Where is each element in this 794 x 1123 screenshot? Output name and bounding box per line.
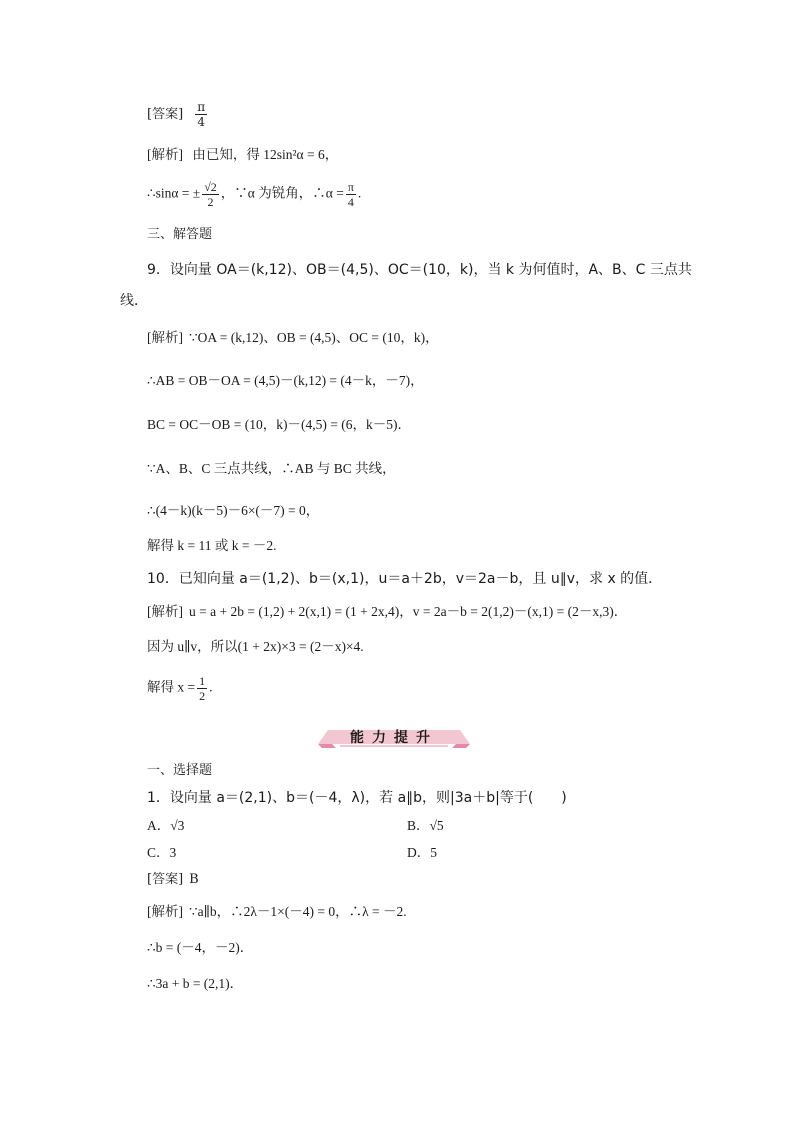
- answer-8: [147, 100, 209, 129]
- option-d: D．5: [407, 845, 437, 860]
- answer-1: [答案] B: [147, 872, 199, 887]
- solution-9-line-5: ∴(4－k)(k－5)－6×(－7) = 0，: [147, 503, 320, 518]
- solution-tag: [解析]: [147, 330, 183, 345]
- question-1-options-row-1: [147, 817, 184, 835]
- solution-tag: [解析]: [147, 604, 183, 619]
- solution-1-line-3: ∴3a + b = (2,1)．: [147, 976, 244, 991]
- option-a: A．√3: [147, 818, 185, 833]
- question-9-line-1: 9．设向量 OA＝(k,12)、OB＝(4,5)、OC＝(10，k)，当 k 为何值时，A、B、C 三点共: [147, 262, 692, 278]
- solution-tag: [解析]: [147, 904, 183, 919]
- solution-9-line-1: [解析] ∵OA = (k,12)、OB = (4,5)、OC = (10，k)，: [147, 330, 439, 345]
- solution-1-line-1: [解析] ∵a∥b，∴2λ－1×(－4) = 0，∴λ = －2.: [147, 904, 407, 919]
- solution-tag: [解析]: [147, 147, 183, 162]
- question-10: 10．已知向量 a＝(1,2)、b＝(x,1)，u＝a＋2b，v＝2a－b，且 u∥v，求 x 的值．: [147, 571, 663, 587]
- answer-tag: [答案]: [147, 872, 184, 887]
- solution-10-line-1: [解析] u = a + 2b = (1,2) + 2(x,1) = (1 + 2x,4)，v = 2a－b = 2(1,2)－(x,1) = (2－x,3)．: [147, 604, 628, 619]
- question-1-stem: 1．设向量 a＝(2,1)、b＝(－4，λ)，若 a∥b，则|3a＋b|等于( ): [147, 790, 567, 806]
- section-heading-3: 三、解答题: [147, 227, 213, 242]
- solution-9-line-6: 解得 k = 11 或 k = －2.: [147, 538, 277, 553]
- solution-10-line-3: 解得 x = $\frac{1}{2}$ .: [147, 674, 213, 703]
- solution-1-line-2: ∴b = (－4，－2)．: [147, 940, 254, 955]
- solution-9-line-4: ∵A、B、C 三点共线，∴AB 与 BC 共线，: [147, 461, 396, 476]
- section-heading-1: 一、选择题: [147, 763, 213, 778]
- question-9-line-2: 线．: [120, 293, 148, 309]
- solution-9-line-2: ∴AB = OB－OA = (4,5)－(k,12) = (4－k，－7)，: [147, 373, 424, 388]
- section-banner: [318, 726, 470, 748]
- solution-10-line-2: 因为 u∥v，所以(1 + 2x)×3 = (2－x)×4.: [147, 639, 364, 654]
- solution-8-line-2: ∴sinα = ± $\frac{√2}{2}$ ，∵α 为锐角，∴α = $\frac{\pi}{4}$ .: [147, 180, 362, 209]
- solution-8-line-1: [解析] 由已知，得 12sin²α = 6，: [147, 147, 339, 162]
- solution-9-line-3: BC = OC－OB = (10，k)－(4,5) = (6，k－5)．: [147, 417, 411, 432]
- banner-title: 能力提升: [350, 730, 438, 746]
- answer-tag: [答案]: [147, 107, 184, 122]
- option-c: C．3: [147, 845, 177, 860]
- answer-fraction: $\frac{\pi}{4}$: [197, 100, 206, 129]
- option-b: B．√5: [407, 818, 444, 833]
